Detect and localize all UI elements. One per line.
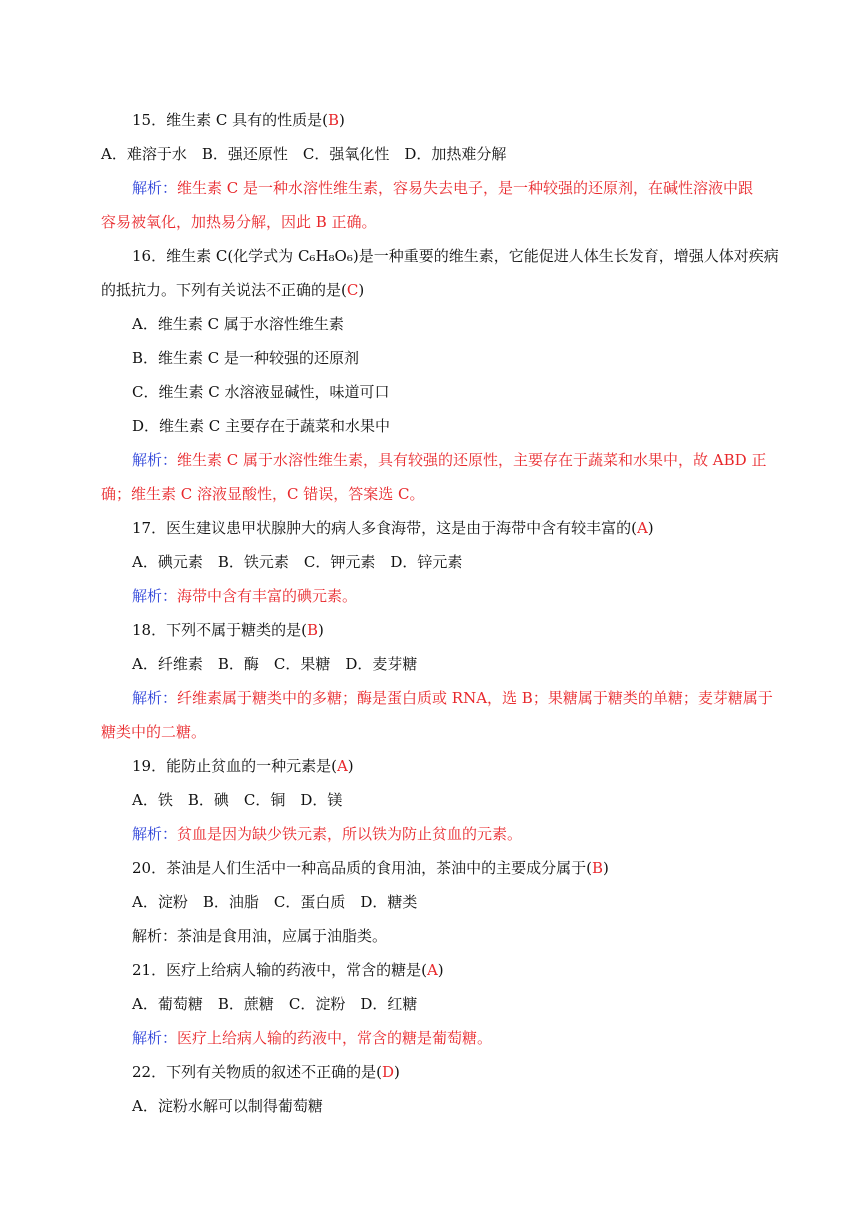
q18-stem: 18．下列不属于糖类的是(B) <box>132 621 324 639</box>
q15-analysis: 解析：维生素 C 是一种水溶性维生素，容易失去电子，是一种较强的还原剂，在碱性溶液中跟 <box>132 179 754 197</box>
q15-analysis-cont: 容易被氧化，加热易分解，因此 B 正确。 <box>101 213 377 231</box>
q22-stem: 22．下列有关物质的叙述不正确的是(D) <box>132 1063 400 1081</box>
q21-analysis: 解析：医疗上给病人输的药液中，常含的糖是葡萄糖。 <box>132 1029 493 1047</box>
q16-option-b: B．维生素 C 是一种较强的还原剂 <box>132 349 360 367</box>
q21-stem: 21．医疗上给病人输的药液中，常含的糖是(A) <box>132 961 444 979</box>
q20-answer: B <box>591 859 603 877</box>
q17-analysis: 解析：海带中含有丰富的碘元素。 <box>132 587 358 605</box>
q16-answer: C <box>346 281 359 299</box>
q19-analysis: 解析：贫血是因为缺少铁元素，所以铁为防止贫血的元素。 <box>132 825 523 843</box>
q18-analysis-cont: 糖类中的二糖。 <box>101 723 207 741</box>
q16-analysis-cont: 确；维生素 C 溶液显酸性，C 错误，答案选 C。 <box>101 485 425 503</box>
analysis-label: 解析： <box>132 689 178 707</box>
q17-options: A．碘元素 B．铁元素 C．钾元素 D．锌元素 <box>132 553 463 571</box>
q19-stem: 19．能防止贫血的一种元素是(A) <box>132 757 354 775</box>
analysis-label: 解析： <box>132 451 178 469</box>
q22-option-a: A．淀粉水解可以制得葡萄糖 <box>132 1097 323 1115</box>
q16-option-a: A．维生素 C 属于水溶性维生素 <box>132 315 344 333</box>
analysis-label: 解析： <box>132 179 178 197</box>
q15-answer: B <box>327 111 339 129</box>
q20-stem: 20．茶油是人们生活中一种高品质的食用油，茶油中的主要成分属于(B) <box>132 859 609 877</box>
q16-stem: 16．维生素 C(化学式为 C₆H₈O₆)是一种重要的维生素，它能促进人体生长发育，增强人体对疾病 <box>132 247 779 265</box>
q16-stem-cont: 的抵抗力。下列有关说法不正确的是(C) <box>101 281 365 299</box>
q18-options: A．纤维素 B．酶 C．果糖 D．麦芽糖 <box>132 655 418 673</box>
q21-answer: A <box>426 961 438 979</box>
q17-answer: A <box>636 519 648 537</box>
q18-answer: B <box>306 621 318 639</box>
q22-answer: D <box>381 1063 394 1081</box>
q16-option-c: C．维生素 C 水溶液显碱性，味道可口 <box>132 383 390 401</box>
q21-options: A．葡萄糖 B．蔗糖 C．淀粉 D．红糖 <box>132 995 418 1013</box>
q20-analysis: 解析：茶油是食用油，应属于油脂类。 <box>132 927 388 945</box>
analysis-label: 解析： <box>132 825 178 843</box>
q20-options: A．淀粉 B．油脂 C．蛋白质 D．糖类 <box>132 893 418 911</box>
q15-stem: 15．维生素 C 具有的性质是(B) <box>132 111 345 129</box>
q16-analysis: 解析：维生素 C 属于水溶性维生素，具有较强的还原性，主要存在于蔬菜和水果中，故 ABD 正 <box>132 451 767 469</box>
q19-answer: A <box>336 757 348 775</box>
analysis-label: 解析： <box>132 587 178 605</box>
q17-stem: 17．医生建议患甲状腺肿大的病人多食海带，这是由于海带中含有较丰富的(A) <box>132 519 654 537</box>
q18-analysis: 解析：纤维素属于糖类中的多糖；酶是蛋白质或 RNA，选 B；果糖属于糖类的单糖；麦芽糖属于 <box>132 689 773 707</box>
q19-options: A．铁 B．碘 C．铜 D．镁 <box>132 791 343 809</box>
q15-options: A．难溶于水 B．强还原性 C．强氧化性 D．加热难分解 <box>101 145 507 163</box>
analysis-label: 解析： <box>132 1029 178 1047</box>
q16-option-d: D．维生素 C 主要存在于蔬菜和水果中 <box>132 417 391 435</box>
